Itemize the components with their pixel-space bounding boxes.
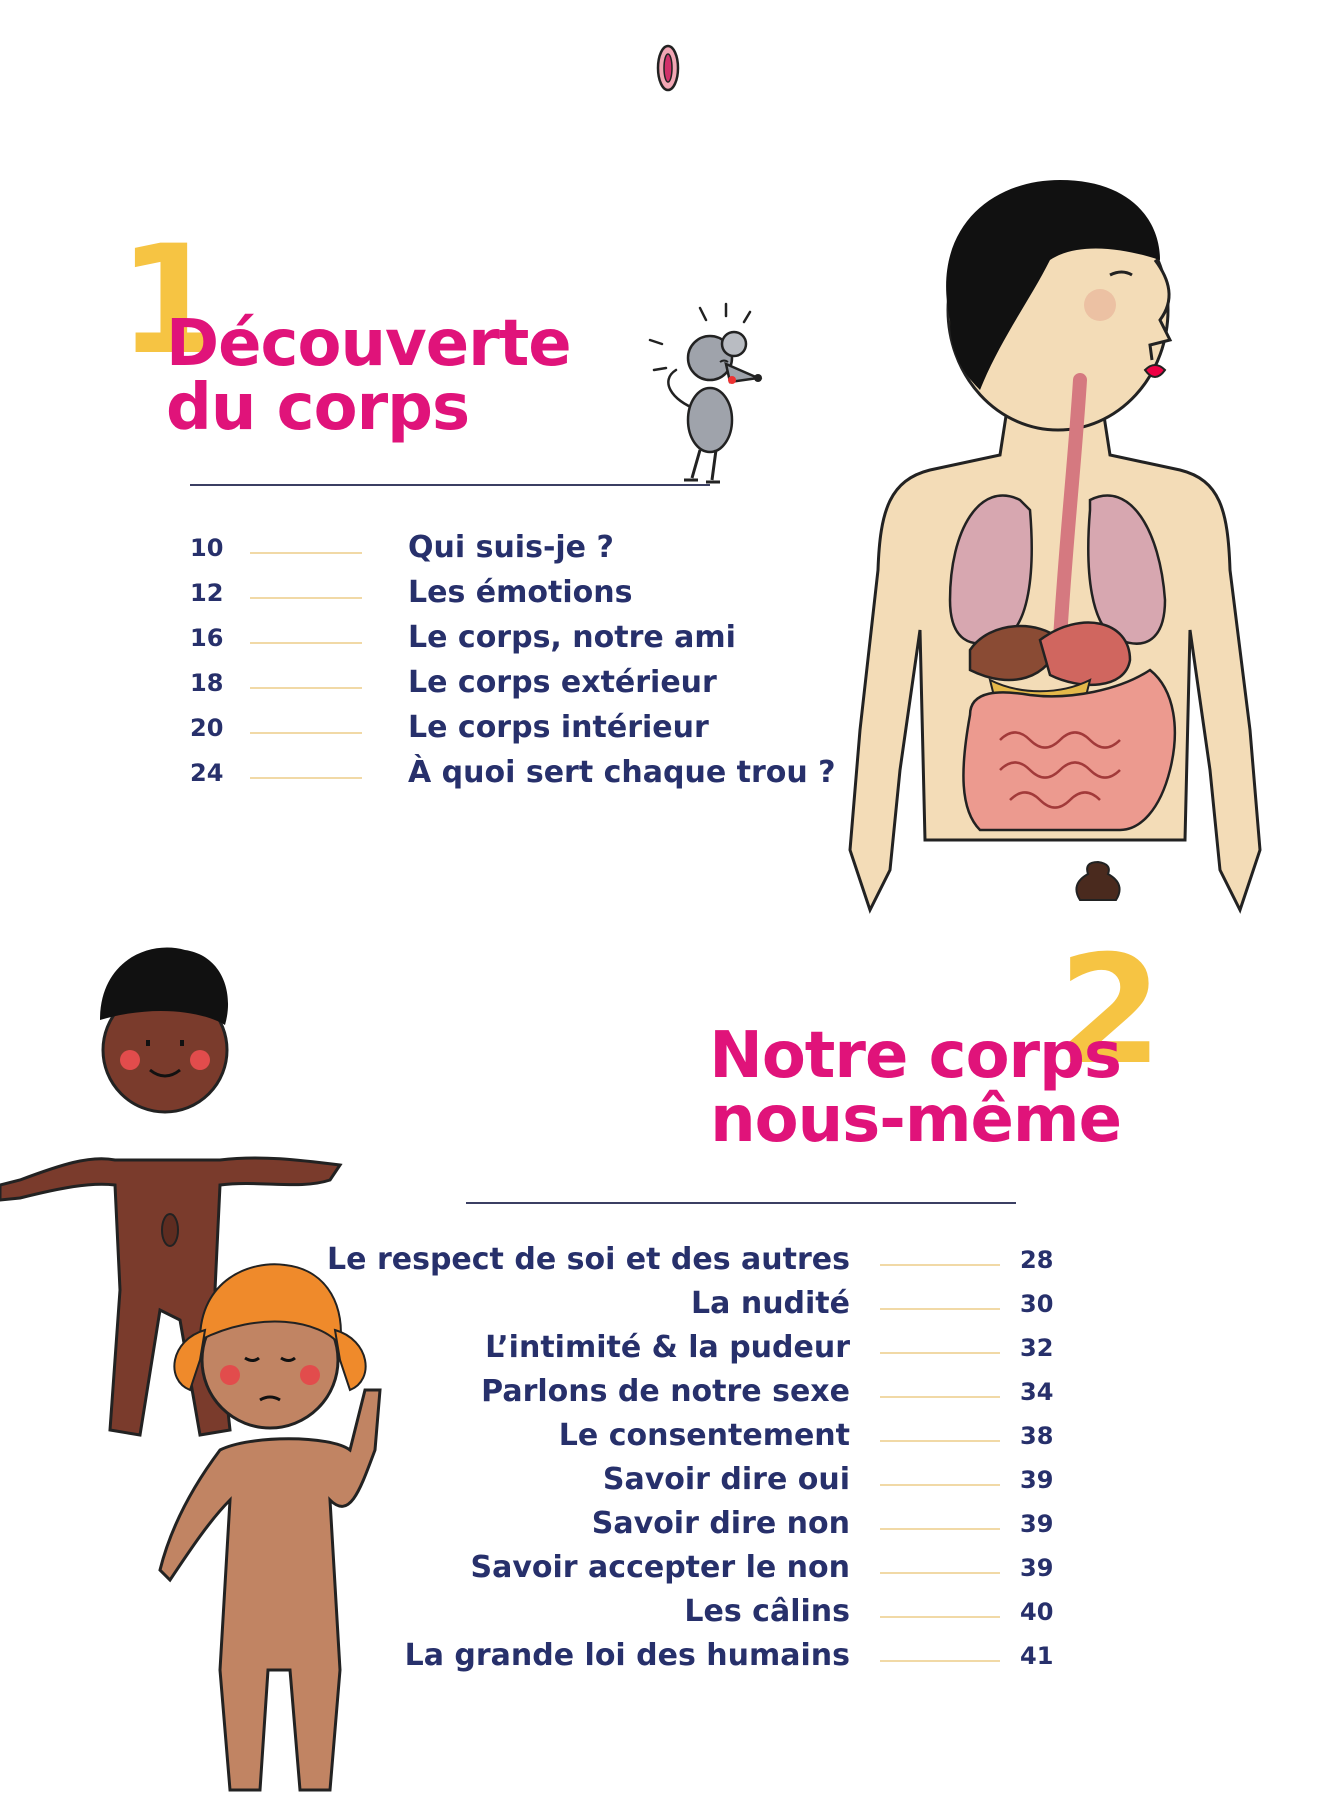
toc-page-number: 40 [1020,1598,1054,1626]
toc-title: Le corps intérieur [408,710,709,745]
toc-page-number: 20 [190,714,224,742]
toc-entry[interactable] [340,1462,1060,1506]
section2-title-line2: nous-même [710,1083,1121,1157]
toc-page-number: 10 [190,534,224,562]
section2-divider [466,1202,1016,1204]
toc-leader [880,1396,1000,1398]
toc-leader [880,1484,1000,1486]
toc-entry[interactable] [340,1418,1060,1462]
toc-entry[interactable] [340,1330,1060,1374]
toc-leader [880,1308,1000,1310]
section1-number: 1 [118,214,223,388]
toc-title: La nudité [691,1286,850,1321]
anatomy-illustration [830,170,1280,930]
toc-entry[interactable] [327,1242,1060,1286]
toc-leader [880,1440,1000,1442]
toc-leader [250,732,362,734]
toc-page-number: 39 [1020,1466,1054,1494]
section2-number: 2 [1058,924,1163,1098]
toc-page-number: 39 [1020,1554,1054,1582]
toc-entry[interactable] [340,1550,1060,1594]
toc-title: Savoir dire oui [602,1462,850,1497]
toc-page-number: 32 [1020,1334,1054,1362]
toc-leader [880,1660,1000,1662]
toc-leader [880,1352,1000,1354]
section1-title-line1: Découverte [166,307,571,381]
toc-page-number: 12 [190,579,224,607]
toc-leader [250,687,362,689]
toc-title: La grande loi des humains [404,1638,850,1673]
toc-entry[interactable] [340,1638,1060,1682]
toc-entry[interactable] [340,1594,1060,1638]
toc-title: Le respect de soi et des autres [327,1242,850,1277]
toc-page-number: 18 [190,669,224,697]
toc-page-number: 34 [1020,1378,1054,1406]
section1-divider [190,484,710,486]
toc-entry[interactable] [186,575,836,619]
toc-title: Le consentement [558,1418,850,1453]
toc-page-number: 38 [1020,1422,1054,1450]
toc-title: Le corps extérieur [408,665,717,700]
toc-entry[interactable] [340,1374,1060,1418]
toc-page-number: 41 [1020,1642,1054,1670]
toc-entry[interactable] [186,755,836,799]
toc-entry[interactable] [340,1506,1060,1550]
toc-page-number: 24 [190,759,224,787]
toc-title: Les émotions [408,575,633,610]
toc-title: À quoi sert chaque trou ? [408,755,836,790]
toc-leader [250,777,362,779]
mouse-illustration [640,300,790,490]
toc-page-number: 39 [1020,1510,1054,1538]
toc-title: Qui suis-je ? [408,530,614,565]
toc-title: Les câlins [684,1594,850,1629]
section1-title-line2: du corps [166,371,470,445]
toc-leader [250,642,362,644]
toc-title: Le corps, notre ami [408,620,736,655]
toc-page-number: 16 [190,624,224,652]
toc-leader [880,1572,1000,1574]
toc-entry[interactable] [186,530,836,574]
toc-title: Savoir dire non [591,1506,850,1541]
toc-entry[interactable] [340,1286,1060,1330]
toc-leader [250,552,362,554]
toc-entry[interactable] [186,710,836,754]
toc-title: Savoir accepter le non [470,1550,850,1585]
toc-entry[interactable] [186,665,836,709]
toc-entry[interactable] [186,620,836,664]
toc-page-number: 28 [1020,1246,1054,1274]
toc-page-number: 30 [1020,1290,1054,1318]
toc-title: Parlons de notre sexe [481,1374,850,1409]
toc-leader [250,597,362,599]
toc-leader [880,1528,1000,1530]
section2-title-line1: Notre corps [709,1019,1121,1093]
toc-title: L’intimité & la pudeur [485,1330,850,1365]
vulva-icon [655,42,681,94]
toc-leader [880,1616,1000,1618]
toc-leader [880,1264,1000,1266]
